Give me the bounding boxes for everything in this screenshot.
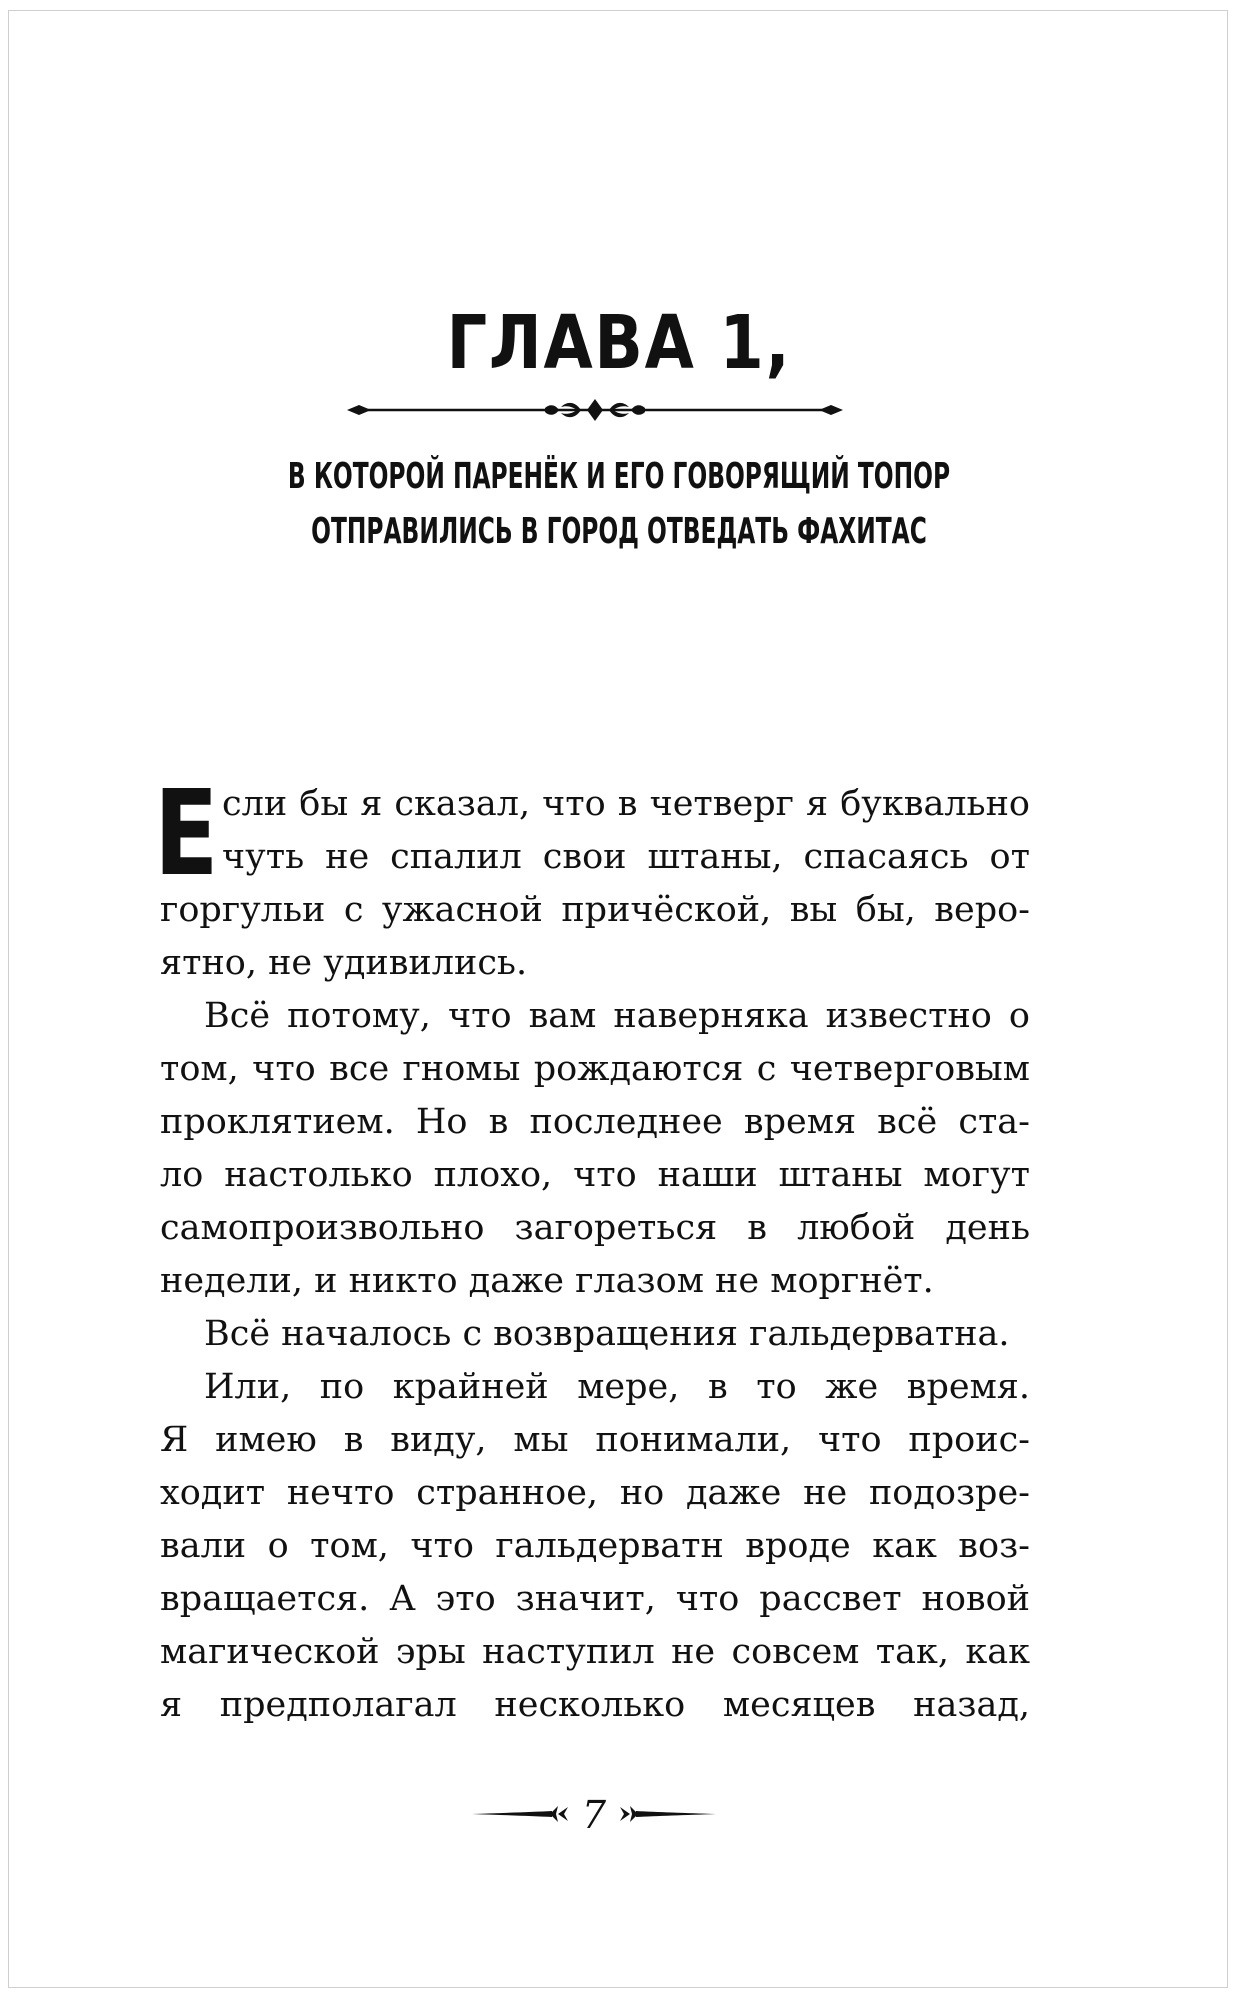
body-text [154,764,1030,1732]
chapter-subtitle-line-1: В КОТОРОЙ ПАРЕНЁК И ЕГО ГОВОРЯЩИЙ ТОПОР [287,456,951,497]
text-line: ходит нечто странное, но даже не подозре- [160,1473,1030,1513]
text-line: самопроизвольно загореться в любой день [160,1208,1030,1248]
chapter-title: ГЛАВА 1, [446,300,792,386]
text-line: вали о том, что гальдерватн вроде как воз- [160,1526,1030,1566]
text-line: Всё потому, что вам наверняка известно о [204,996,1030,1036]
text-line: ятно, не удивились. [160,943,528,983]
drop-cap: Е [154,764,219,902]
text-line: проклятием. Но в последнее время всё ста- [160,1102,1030,1142]
text-line: горгульи с ужасной причёской, вы бы, веро- [160,890,1030,930]
text-line: Я имею в виду, мы понимали, что проис- [160,1420,1030,1460]
text-line: чуть не спалил свои штаны, спасаясь от [222,837,1030,877]
text-line: Или, по крайней мере, в то же время. [204,1367,1030,1407]
text-line: недели, и никто даже глазом не моргнёт. [160,1261,934,1301]
title-ornament-divider [345,395,845,425]
text-line: вращается. А это значит, что рассвет новой [160,1579,1030,1619]
page-footer [0,1790,1238,1840]
text-line: сли бы я сказал, что в четверг я буквально [222,784,1030,824]
text-line: магической эры наступил не совсем так, как [160,1632,1030,1672]
text-line: том, что все гномы рождаются с четверговым [160,1049,1030,1089]
chapter-subtitle-line-2: ОТПРАВИЛИСЬ В ГОРОД ОТВЕДАТЬ ФАХИТАС [311,511,927,552]
text-line: ло настолько плохо, что наши штаны могут [160,1155,1030,1195]
footer-ornament-right-icon [616,1802,716,1826]
page-number: 7 [581,1793,607,1837]
footer-ornament-left-icon [472,1802,572,1826]
text-line: я предполагал несколько месяцев назад, [160,1685,1030,1725]
text-line: Всё началось с возвращения гальдерватна. [204,1314,1010,1354]
